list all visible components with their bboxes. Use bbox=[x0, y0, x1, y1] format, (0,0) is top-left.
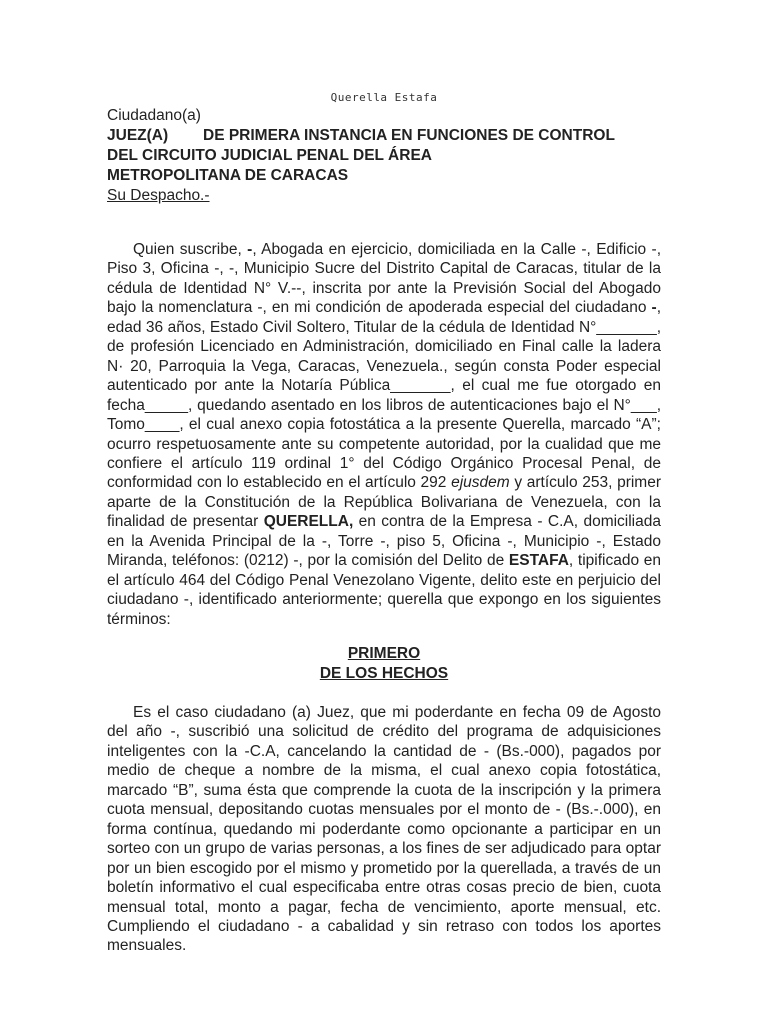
addressee-court: DE PRIMERA INSTANCIA EN FUNCIONES DE CONTROL bbox=[203, 127, 615, 144]
intro-bold-1: - bbox=[247, 241, 253, 258]
intro-bold-4: ESTAFA bbox=[508, 552, 569, 570]
intro-text-4: y artículo 253, primer aparte de la Constitución de la República Bolivariana de Venezuela, con la finalidad de presentar bbox=[107, 474, 661, 531]
intro-text-5: en contra de la Empresa - C.A, domiciliada en la Avenida Principal de la -, Torre -, piso 5, Oficina -, Municipio -, Estado Miranda, teléfonos: (0212) -, por la comisión del Delito de bbox=[107, 513, 661, 570]
addressee-circuit: DEL CIRCUITO JUDICIAL PENAL DEL ÁREA bbox=[107, 147, 432, 164]
section-subheading: DE LOS HECHOS bbox=[319, 665, 449, 682]
addressee-area: METROPOLITANA DE CARACAS bbox=[107, 167, 349, 184]
facts-paragraph: Es el caso ciudadano (a) Juez, que mi poderdante en fecha 09 de Agosto del año -, suscribió una solicitud de crédito del programa de adquisiciones inteligentes con la -C.A, cancelando la cantidad de - (Bs.-000), pagados por medio de cheque a nombre de la misma, el cual anexo copia fotostática, marcado “B”, suma ésta que comprende la cuota de la inscripción y la primera cuota mensual, depositando cuotas mensuales por el monto de - (Bs.-.000), en forma contínua, quedando mi poderdante como opcionante a participar en un sorteo con un grupo de varias personas, a los fines de ser adjudicado para optar por un bien escogido por el mismo y prometido por la querellada, a través de un boletín informativo el cual especificaba entre otras cosas precio de bien, cuota mensual total, monto a pagar, fecha de vencimiento, aporte mensual, etc. Cumpliendo el ciudadano - a cabalidad y sin retraso con todos los aportes mensuales. bbox=[107, 704, 661, 955]
intro-text-1: Quien suscribe, bbox=[133, 241, 248, 258]
intro-text-6: , tipificado en el artículo 464 del Código Penal Venezolano Vigente, delito este en perjuicio del ciudadano -, identificado anteriormente; querella que expongo en los siguientes términos: bbox=[107, 552, 661, 628]
addressee-salutation: Ciudadano(a) bbox=[107, 107, 201, 124]
addressee-judge-line bbox=[107, 126, 667, 146]
addressee-block bbox=[107, 106, 667, 206]
addressee-judge-title: JUEZ(A) bbox=[107, 127, 169, 144]
document-title: Querella Estafa bbox=[330, 91, 438, 104]
intro-italic-1: ejusdem bbox=[451, 474, 510, 492]
intro-bold-2: - bbox=[651, 299, 657, 317]
section-heading: PRIMERO bbox=[347, 645, 421, 662]
intro-text-3: , edad 36 años, Estado Civil Soltero, Titular de la cédula de Identidad N°_______, de profesión Licenciado en Administración, domiciliado en Final calle la ladera N· 20, Parroquia la Vega, Caracas, Venezuela., según consta Poder especial autenticado por ante la Notaría Pública_______, el cual me fue otorgado en fecha_____, quedando asentado en los libros de autenticaciones bajo el N°___, Tomo____, el cual anexo copia fotostática a la presente Querella, marcado “A”; ocurro respetuosamente ante su competente autoridad, por la cualidad que me confiere el artículo 119 ordinal 1° del Código Orgánico Procesal Penal, de conformidad con lo establecido en el artículo 292 bbox=[107, 299, 661, 492]
intro-bold-3: QUERELLA, bbox=[263, 513, 354, 531]
intro-text-2: , Abogada en ejercicio, domiciliada en la Calle -, Edificio -, Piso 3, Oficina -, -, Municipio Sucre del Distrito Capital de Caracas, titular de la cédula de Identidad N° V.--, inscrita por ante la Previsión Social del Abogado bajo la nomenclatura -, en mi condición de apoderada especial del ciudadano bbox=[107, 241, 662, 317]
intro-paragraph bbox=[107, 240, 661, 629]
addressee-despacho: Su Despacho.- bbox=[107, 187, 210, 204]
